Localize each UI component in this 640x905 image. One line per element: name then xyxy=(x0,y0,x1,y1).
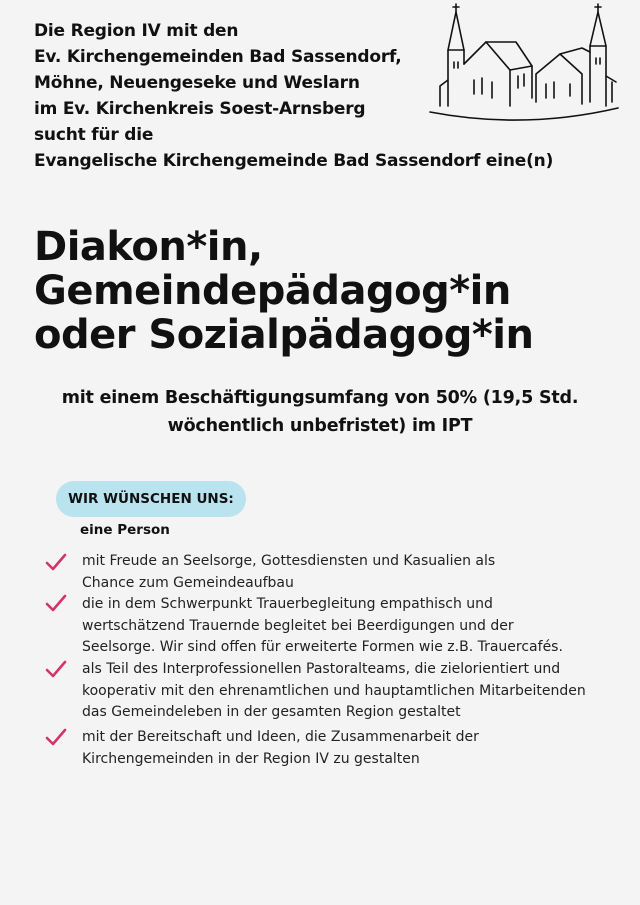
list-item-line: Kirchengemeinden in der Region IV zu gestalten xyxy=(82,750,420,767)
intro-text xyxy=(34,18,554,174)
intro-line: Möhne, Neuengeseke und Weslarn xyxy=(34,73,360,93)
checkmark-icon xyxy=(44,592,68,614)
list-item-line: Seelsorge. Wir sind offen für erweiterte Formen wie z.B. Trauercafés. xyxy=(82,639,563,655)
job-title xyxy=(34,225,624,357)
intro-line: Die Region IV mit den xyxy=(34,21,239,41)
employment-scope xyxy=(30,384,610,440)
list-item-line: die in dem Schwerpunkt Trauerbegleitung empathisch und xyxy=(82,596,493,612)
wishes-heading-badge: WIR WÜNSCHEN UNS: xyxy=(56,481,246,517)
intro-line: sucht für die xyxy=(34,125,154,145)
checkmark-icon xyxy=(44,551,68,573)
job-title-line: oder Sozialpädagog*in xyxy=(34,312,534,358)
scope-line: mit einem Beschäftigungsumfang von 50% (19,5 Std. xyxy=(61,388,579,408)
list-item-line: mit der Bereitschaft und Ideen, die Zusammenarbeit der xyxy=(82,729,479,745)
list-item-line: wertschätzend Trauernde begleitet bei Beerdigungen und der xyxy=(82,617,514,634)
wishes-subheading: eine Person xyxy=(80,522,170,538)
intro-line: im Ev. Kirchenkreis Soest-Arnsberg xyxy=(34,99,366,119)
job-title-line: Gemeindepädagog*in xyxy=(34,268,511,314)
scope-line: wöchentlich unbefristet) im IPT xyxy=(167,416,473,436)
checkmark-icon xyxy=(44,726,68,748)
churches-line-drawing-icon xyxy=(426,2,622,132)
list-item-line: Chance zum Gemeindeaufbau xyxy=(82,574,294,591)
list-item-line: kooperativ mit den ehrenamtlichen und hauptamtlichen Mitarbeitenden xyxy=(82,682,586,699)
intro-line: Evangelische Kirchengemeinde Bad Sassendorf eine(n) xyxy=(34,151,554,171)
list-item-line: das Gemeindeleben in der gesamten Region gestaltet xyxy=(82,704,461,720)
intro-line: Ev. Kirchengemeinden Bad Sassendorf, xyxy=(34,47,402,67)
list-item-line: mit Freude an Seelsorge, Gottesdiensten und Kasualien als xyxy=(82,553,496,569)
job-title-line: Diakon*in, xyxy=(34,224,263,270)
checkmark-icon xyxy=(44,658,68,680)
list-item-line: als Teil des Interprofessionellen Pastoralteams, die zielorientiert und xyxy=(82,661,561,677)
